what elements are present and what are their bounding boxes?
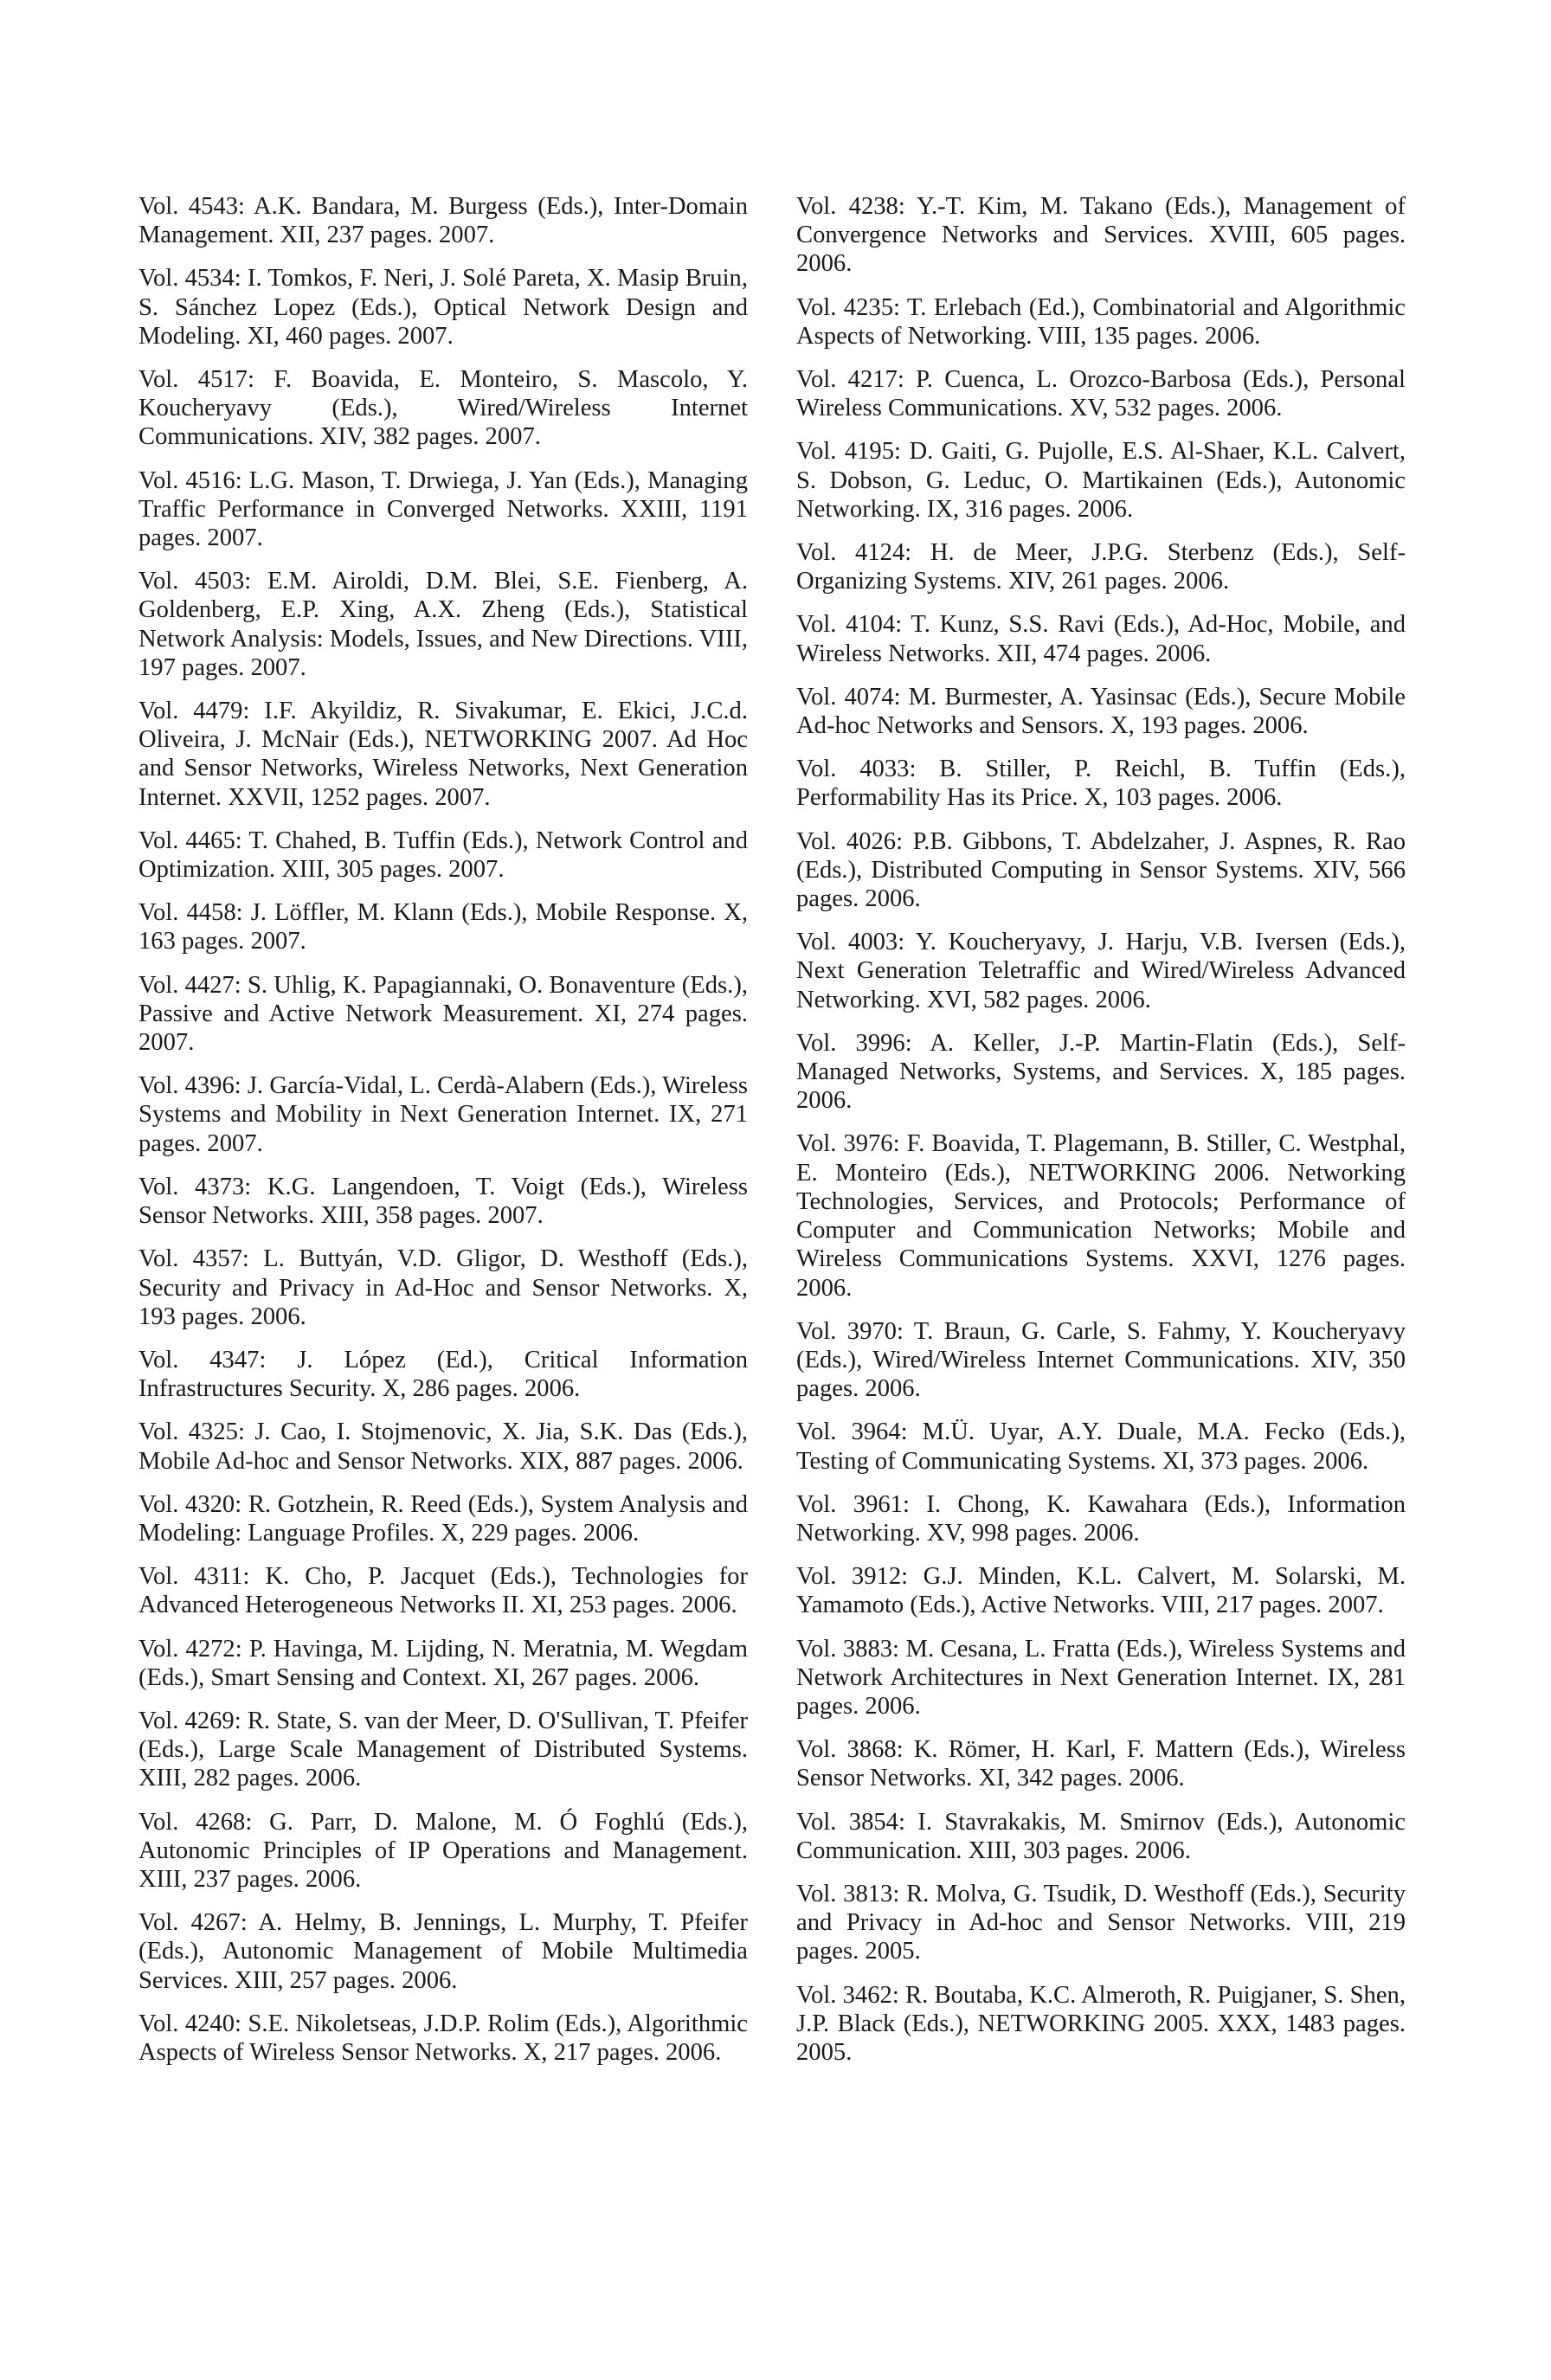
volume-entry: Vol. 3961: I. Chong, K. Kawahara (Eds.), Information Networking. XV, 998 pages. 2006.	[796, 1490, 1406, 1547]
volume-entry: Vol. 3883: M. Cesana, L. Fratta (Eds.), Wireless Systems and Network Architectures in Next Generation Internet. IX, 281 pages. 2006.	[796, 1635, 1406, 1720]
volume-entry: Vol. 3970: T. Braun, G. Carle, S. Fahmy, Y. Koucheryavy (Eds.), Wired/Wireless Internet Communications. XIV, 350 pages. 2006.	[796, 1317, 1406, 1403]
volume-entry: Vol. 4320: R. Gotzhein, R. Reed (Eds.), System Analysis and Modeling: Language Profiles. X, 229 pages. 2006.	[138, 1490, 748, 1547]
volume-entry: Vol. 4272: P. Havinga, M. Lijding, N. Meratnia, M. Wegdam (Eds.), Smart Sensing and Context. XI, 267 pages. 2006.	[138, 1635, 748, 1691]
left-column	[138, 192, 748, 2081]
volume-entry: Vol. 4325: J. Cao, I. Stojmenovic, X. Jia, S.K. Das (Eds.), Mobile Ad-hoc and Sensor Networks. XIX, 887 pages. 2006.	[138, 1418, 748, 1475]
series-volume-listing	[138, 192, 1406, 2321]
volume-entry: Vol. 4396: J. García-Vidal, L. Cerdà-Alabern (Eds.), Wireless Systems and Mobility in Next Generation Internet. IX, 271 pages. 2007.	[138, 1072, 748, 1157]
volume-entry: Vol. 4267: A. Helmy, B. Jennings, L. Murphy, T. Pfeifer (Eds.), Autonomic Management of Mobile Multimedia Services. XIII, 257 pages. 2006.	[138, 1909, 748, 1994]
volume-entry: Vol. 3854: I. Stavrakakis, M. Smirnov (Eds.), Autonomic Communication. XIII, 303 pages. 2006.	[796, 1808, 1406, 1864]
volume-entry: Vol. 4238: Y.-T. Kim, M. Takano (Eds.), Management of Convergence Networks and Services. XVIII, 605 pages. 2006.	[796, 193, 1406, 278]
volume-entry: Vol. 4465: T. Chahed, B. Tuffin (Eds.), Network Control and Optimization. XIII, 305 pages. 2007.	[138, 827, 748, 884]
volume-entry: Vol. 4427: S. Uhlig, K. Papagiannaki, O. Bonaventure (Eds.), Passive and Active Network Measurement. XI, 274 pages. 2007.	[138, 971, 748, 1057]
volume-entry: Vol. 4517: F. Boavida, E. Monteiro, S. Mascolo, Y. Koucheryavy (Eds.), Wired/Wireless Internet Communications. XIV, 382 pages. 2007.	[138, 366, 748, 451]
volume-entry: Vol. 4104: T. Kunz, S.S. Ravi (Eds.), Ad-Hoc, Mobile, and Wireless Networks. XII, 474 pages. 2006.	[796, 611, 1406, 667]
volume-entry: Vol. 4124: H. de Meer, J.P.G. Sterbenz (Eds.), Self-Organizing Systems. XIV, 261 pages. 2006.	[796, 539, 1406, 595]
right-column	[796, 192, 1406, 2081]
volume-entry: Vol. 3868: K. Römer, H. Karl, F. Mattern (Eds.), Wireless Sensor Networks. XI, 342 pages. 2006.	[796, 1736, 1406, 1792]
volume-entry: Vol. 4217: P. Cuenca, L. Orozco-Barbosa (Eds.), Personal Wireless Communications. XV, 532 pages. 2006.	[796, 366, 1406, 422]
volume-entry: Vol. 3964: M.Ü. Uyar, A.Y. Duale, M.A. Fecko (Eds.), Testing of Communicating Systems. XI, 373 pages. 2006.	[796, 1418, 1406, 1475]
volume-entry: Vol. 4479: I.F. Akyildiz, R. Sivakumar, E. Ekici, J.C.d. Oliveira, J. McNair (Eds.), NETWORKING 2007. Ad Hoc and Sensor Networks, Wireless Networks, Next Generation Internet. XXVII, 1252 pages. 2007.	[138, 698, 748, 811]
volume-entry: Vol. 3912: G.J. Minden, K.L. Calvert, M. Solarski, M. Yamamoto (Eds.), Active Networks. VIII, 217 pages. 2007.	[796, 1563, 1406, 1619]
volume-entry: Vol. 3813: R. Molva, G. Tsudik, D. Westhoff (Eds.), Security and Privacy in Ad-hoc and Sensor Networks. VIII, 219 pages. 2005.	[796, 1880, 1406, 1965]
volume-entry: Vol. 4311: K. Cho, P. Jacquet (Eds.), Technologies for Advanced Heterogeneous Networks II. XI, 253 pages. 2006.	[138, 1563, 748, 1619]
volume-entry: Vol. 4269: R. State, S. van der Meer, D. O'Sullivan, T. Pfeifer (Eds.), Large Scale Management of Distributed Systems. XIII, 282 pages. 2006.	[138, 1707, 748, 1792]
volume-entry: Vol. 4458: J. Löffler, M. Klann (Eds.), Mobile Response. X, 163 pages. 2007.	[138, 899, 748, 955]
volume-entry: Vol. 4516: L.G. Mason, T. Drwiega, J. Yan (Eds.), Managing Traffic Performance in Converged Networks. XXIII, 1191 pages. 2007.	[138, 466, 748, 552]
volume-entry: Vol. 3462: R. Boutaba, K.C. Almeroth, R. Puigjaner, S. Shen, J.P. Black (Eds.), NETWORKING 2005. XXX, 1483 pages. 2005.	[796, 1981, 1406, 2066]
volume-entry: Vol. 4373: K.G. Langendoen, T. Voigt (Eds.), Wireless Sensor Networks. XIII, 358 pages. 2007.	[138, 1173, 748, 1230]
volume-entry: Vol. 4357: L. Buttyán, V.D. Gligor, D. Westhoff (Eds.), Security and Privacy in Ad-Hoc and Sensor Networks. X, 193 pages. 2006.	[138, 1245, 748, 1330]
volume-entry: Vol. 4003: Y. Koucheryavy, J. Harju, V.B. Iversen (Eds.), Next Generation Teletraffic and Wired/Wireless Advanced Networking. XVI, 582 pages. 2006.	[796, 929, 1406, 1013]
volume-entry: Vol. 4347: J. López (Ed.), Critical Information Infrastructures Security. X, 286 pages. 2006.	[138, 1346, 748, 1403]
volume-entry: Vol. 4033: B. Stiller, P. Reichl, B. Tuffin (Eds.), Performability Has its Price. X, 103 pages. 2006.	[796, 756, 1406, 812]
volume-entry: Vol. 4195: D. Gaiti, G. Pujolle, E.S. Al-Shaer, K.L. Calvert, S. Dobson, G. Leduc, O. Martikainen (Eds.), Autonomic Networking. IX, 316 pages. 2006.	[796, 438, 1406, 523]
volume-entry: Vol. 4235: T. Erlebach (Ed.), Combinatorial and Algorithmic Aspects of Networking. VIII, 135 pages. 2006.	[796, 293, 1406, 350]
volume-entry: Vol. 4074: M. Burmester, A. Yasinsac (Eds.), Secure Mobile Ad-hoc Networks and Sensors. X, 193 pages. 2006.	[796, 683, 1406, 740]
volume-entry: Vol. 4503: E.M. Airoldi, D.M. Blei, S.E. Fienberg, A. Goldenberg, E.P. Xing, A.X. Zheng (Eds.), Statistical Network Analysis: Models, Issues, and New Directions. VIII, 197 pages. 2007.	[138, 568, 748, 681]
volume-entry: Vol. 3976: F. Boavida, T. Plagemann, B. Stiller, C. Westphal, E. Monteiro (Eds.), NETWORKING 2006. Networking Technologies, Services, and Protocols; Performance of Computer and Communication Networks; Mobile and Wireless Communications Systems. XXVI, 1276 pages. 2006.	[796, 1130, 1406, 1302]
volume-entry: Vol. 4026: P.B. Gibbons, T. Abdelzaher, J. Aspnes, R. Rao (Eds.), Distributed Computing in Sensor Systems. XIV, 566 pages. 2006.	[796, 827, 1406, 913]
volume-entry: Vol. 4534: I. Tomkos, F. Neri, J. Solé Pareta, X. Masip Bruin, S. Sánchez Lopez (Eds.), Optical Network Design and Modeling. XI, 460 pages. 2007.	[138, 265, 748, 350]
volume-entry: Vol. 3996: A. Keller, J.-P. Martin-Flatin (Eds.), Self-Managed Networks, Systems, and Services. X, 185 pages. 2006.	[796, 1029, 1406, 1115]
volume-entry: Vol. 4268: G. Parr, D. Malone, M. Ó Foghlú (Eds.), Autonomic Principles of IP Operations and Management. XIII, 237 pages. 2006.	[138, 1808, 748, 1893]
volume-entry: Vol. 4543: A.K. Bandara, M. Burgess (Eds.), Inter-Domain Management. XII, 237 pages. 2007.	[138, 193, 748, 249]
volume-entry: Vol. 4240: S.E. Nikoletseas, J.D.P. Rolim (Eds.), Algorithmic Aspects of Wireless Sensor Networks. X, 217 pages. 2006.	[138, 2010, 748, 2066]
